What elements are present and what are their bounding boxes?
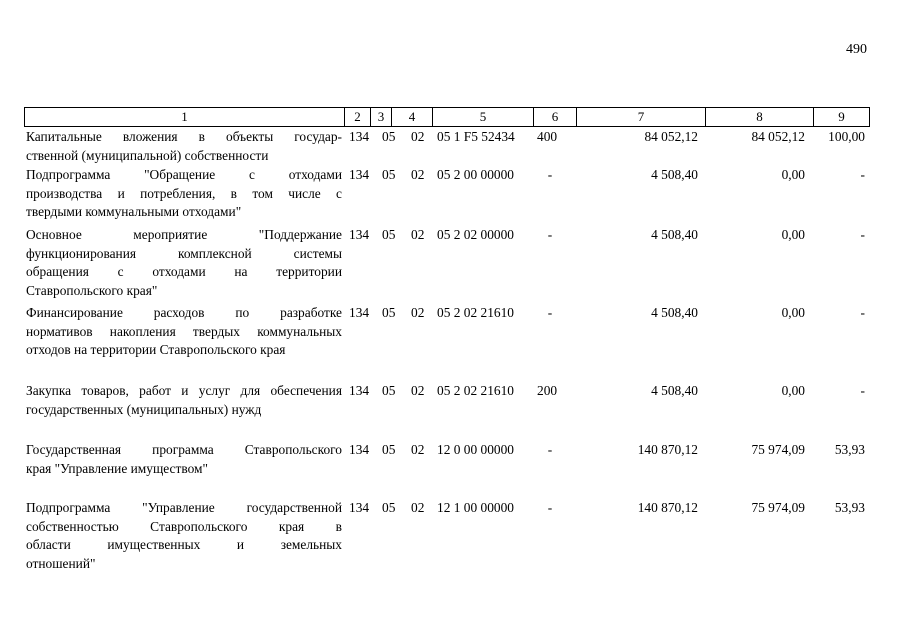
cell-col-4: 02 — [411, 383, 425, 398]
description-line: функционирования комплексной системы — [26, 245, 342, 261]
description-line: производства и потребления, в том числе с — [26, 185, 342, 201]
cell-col-7: 4 508,40 — [651, 383, 698, 398]
cell-col-7: 140 870,12 — [637, 442, 698, 457]
cell-col-3: 05 — [382, 227, 396, 242]
column-header-1: 1 — [25, 108, 345, 126]
column-header-8: 8 — [706, 108, 814, 126]
cell-col-5: 05 2 00 00000 — [437, 167, 514, 182]
cell-col-4: 02 — [411, 500, 425, 515]
cell-col-7: 4 508,40 — [651, 227, 698, 242]
cell-col-7: 4 508,40 — [651, 167, 698, 182]
column-header-4: 4 — [392, 108, 433, 126]
description-line: нормативов накопления твердых коммунальных — [26, 323, 342, 339]
cell-col-2: 134 — [349, 442, 370, 457]
cell-col-3: 05 — [382, 129, 396, 144]
description-line: Подпрограмма "Обращение с отходами — [26, 167, 342, 182]
description-line: Ставропольского края" — [26, 282, 158, 298]
description-line: Капитальные вложения в объекты государ- — [26, 129, 342, 144]
cell-col-5: 05 2 02 00000 — [437, 227, 514, 242]
cell-col-6: - — [547, 442, 553, 457]
description-line: Подпрограмма "Управление государственной — [26, 500, 342, 515]
row-description — [26, 499, 342, 573]
row-description — [26, 226, 342, 300]
cell-col-6: - — [547, 305, 553, 320]
cell-col-2: 134 — [349, 167, 370, 182]
cell-col-3: 05 — [382, 500, 396, 515]
cell-col-4: 02 — [411, 227, 425, 242]
cell-col-8: 0,00 — [781, 227, 805, 242]
cell-col-5: 05 2 02 21610 — [437, 383, 514, 398]
cell-col-3: 05 — [382, 442, 396, 457]
cell-col-2: 134 — [349, 129, 370, 144]
cell-col-8: 84 052,12 — [751, 129, 805, 144]
cell-col-5: 12 1 00 00000 — [437, 500, 514, 515]
column-header-5: 5 — [433, 108, 534, 126]
description-line: Основное мероприятие "Поддержание — [26, 227, 342, 242]
cell-col-8: 0,00 — [781, 383, 805, 398]
cell-col-5: 05 1 F5 52434 — [437, 129, 515, 144]
cell-col-9: - — [860, 383, 865, 398]
column-header-3: 3 — [371, 108, 392, 126]
cell-col-2: 134 — [349, 227, 370, 242]
column-header-9: 9 — [838, 109, 845, 124]
column-header-2: 2 — [345, 108, 371, 126]
cell-col-3: 05 — [382, 305, 396, 320]
description-line: Финансирование расходов по разработке — [26, 305, 342, 320]
cell-col-5: 05 2 02 21610 — [437, 305, 514, 320]
description-line: собственностью Ставропольского края в — [26, 518, 342, 534]
column-header-7: 7 — [577, 108, 706, 126]
row-description — [26, 128, 342, 165]
cell-col-3: 05 — [382, 383, 396, 398]
cell-col-6: - — [547, 500, 553, 515]
description-line: области имущественных и земельных — [26, 537, 342, 552]
description-line: края "Управление имуществом" — [26, 460, 208, 476]
description-line: ственной (муниципальной) собственности — [26, 147, 269, 163]
cell-col-6: - — [547, 227, 553, 242]
row-description — [26, 382, 342, 419]
cell-col-8: 75 974,09 — [751, 500, 805, 515]
description-line: Государственная программа Ставропольского — [26, 442, 342, 457]
cell-col-9: 100,00 — [828, 129, 865, 144]
cell-col-9: - — [860, 227, 865, 242]
column-header-6: 6 — [534, 108, 577, 126]
cell-col-7: 4 508,40 — [651, 305, 698, 320]
cell-col-4: 02 — [411, 305, 425, 320]
cell-col-7: 84 052,12 — [644, 129, 698, 144]
cell-col-9: 53,93 — [834, 500, 865, 515]
row-description — [26, 166, 342, 222]
table-header-row — [24, 107, 870, 127]
cell-col-9: - — [860, 305, 865, 320]
cell-col-6: 400 — [537, 129, 558, 144]
cell-col-8: 0,00 — [781, 167, 805, 182]
cell-col-3: 05 — [382, 167, 396, 182]
cell-col-7: 140 870,12 — [637, 500, 698, 515]
cell-col-2: 134 — [349, 500, 370, 515]
description-line: обращения с отходами на территории — [26, 264, 342, 279]
row-description — [26, 441, 342, 478]
description-line: государственных (муниципальных) нужд — [26, 401, 262, 417]
cell-col-4: 02 — [411, 442, 425, 457]
cell-col-8: 75 974,09 — [751, 442, 805, 457]
cell-col-6: - — [547, 167, 553, 182]
page-number: 490 — [846, 42, 867, 57]
description-line: отходов на территории Ставропольского края — [26, 342, 286, 357]
cell-col-2: 134 — [349, 305, 370, 320]
cell-col-8: 0,00 — [781, 305, 805, 320]
cell-col-6: 200 — [537, 383, 558, 398]
description-line: твердыми коммунальными отходами" — [26, 204, 242, 219]
description-line: Закупка товаров, работ и услуг для обеспечения — [26, 383, 342, 398]
cell-col-9: - — [860, 167, 865, 182]
cell-col-2: 134 — [349, 383, 370, 398]
description-line: отношений" — [26, 555, 96, 571]
row-description — [26, 304, 342, 360]
cell-col-5: 12 0 00 00000 — [437, 442, 514, 457]
cell-col-9: 53,93 — [834, 442, 865, 457]
cell-col-4: 02 — [411, 167, 425, 182]
cell-col-4: 02 — [411, 129, 425, 144]
